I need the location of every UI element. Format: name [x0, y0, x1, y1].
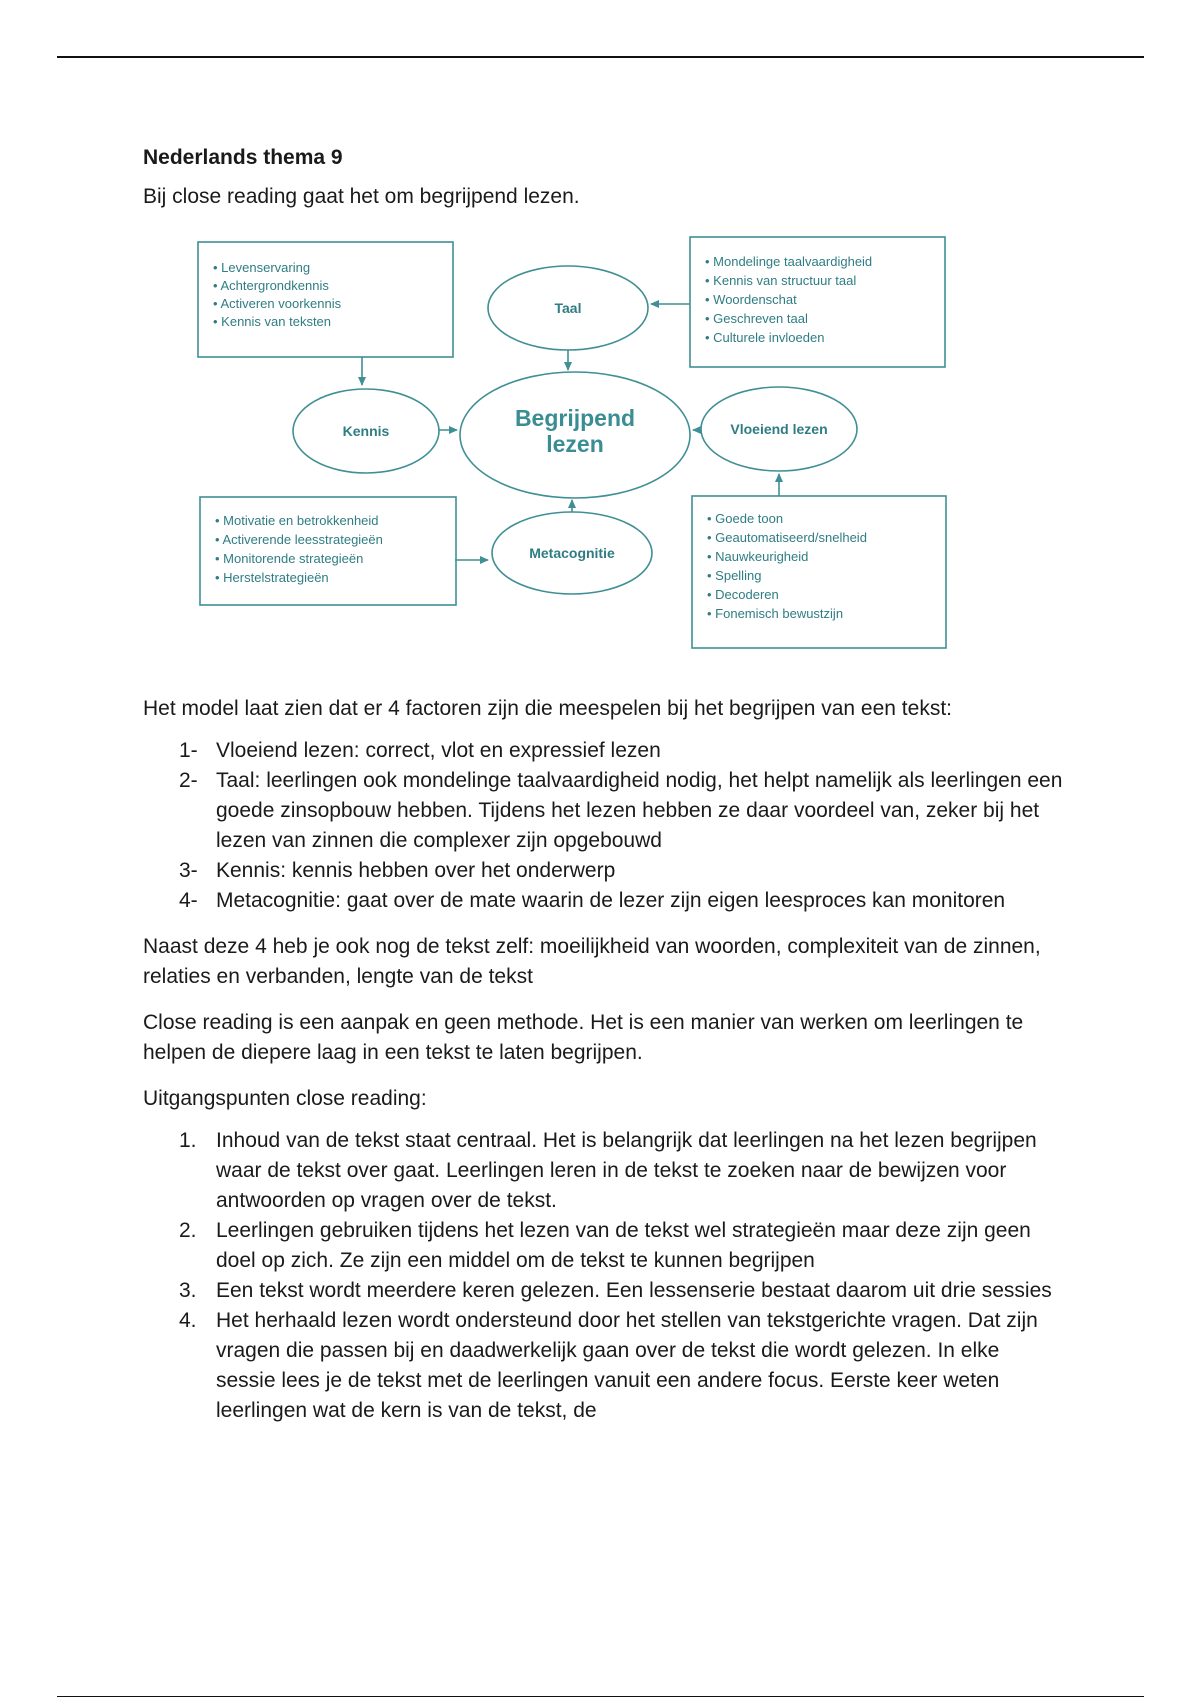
kennis-item: • Activeren voorkennis: [213, 296, 342, 311]
close-reading-paragraph: Close reading is een aanpak en geen methode. Het is een manier van werken om leerlingen te helpen de diepere laag in een tekst te laten begrijpen.: [143, 1011, 1024, 1064]
uitgangspunten-list: [143, 1126, 1063, 1426]
vloeiend-item: • Spelling: [707, 568, 762, 583]
taal-item: • Culturele invloeden: [705, 330, 825, 345]
label-center-line1: Begrijpend: [514, 405, 636, 431]
list-text: Het herhaald lezen wordt ondersteund door het stellen van tekstgerichte vragen. Dat zijn vragen die passen bij en daadwerkelijk gaan over de tekst die wordt gelezen. In elke sessie lees je de tekst met de leerlingen vanuit een andere focus. Eerste keer weten leerlingen wat de kern is van de tekst, de: [216, 1309, 1038, 1422]
taal-item: • Mondelinge taalvaardigheid: [705, 254, 873, 269]
list-number: 1.: [179, 1129, 197, 1152]
list-item: [143, 886, 1063, 916]
list-number: 1-: [179, 739, 198, 762]
top-rule: [57, 56, 1144, 58]
meta-item: • Activerende leesstrategieën: [215, 532, 383, 547]
label-metacognitie: Metacognitie: [529, 545, 615, 561]
model-intro-paragraph: Het model laat zien dat er 4 factoren zijn die meespelen bij het begrijpen van een tekst:: [143, 697, 952, 720]
list-text: Vloeiend lezen: correct, vlot en expressief lezen: [216, 739, 661, 762]
list-text: Taal: leerlingen ook mondelinge taalvaardigheid nodig, het helpt namelijk als leerlingen een goede zinsopbouw hebben. Tijdens het lezen hebben ze daar voordeel van, zeker bij het lezen van zinnen die complexer zijn opgebouwd: [216, 769, 1063, 852]
taal-item: • Kennis van structuur taal: [705, 273, 857, 288]
reading-comprehension-diagram: [141, 230, 961, 670]
document-body: [143, 140, 1063, 1442]
vloeiend-item: • Nauwkeurigheid: [707, 549, 809, 564]
vloeiend-item: • Geautomatiseerd/snelheid: [707, 530, 867, 545]
label-center-line2: lezen: [546, 431, 604, 457]
meta-item: • Herstelstrategieën: [215, 570, 329, 585]
list-text: Kennis: kennis hebben over het onderwerp: [216, 859, 616, 882]
list-text: Metacognitie: gaat over de mate waarin de lezer zijn eigen leesproces kan monitoren: [216, 889, 1006, 912]
intro-paragraph: Bij close reading gaat het om begrijpend lezen.: [143, 185, 580, 208]
kennis-item: • Levenservaring: [213, 260, 311, 275]
list-item: [143, 1126, 1063, 1216]
label-kennis: Kennis: [342, 423, 390, 439]
list-number: 3-: [179, 859, 198, 882]
list-item: [143, 1306, 1063, 1426]
list-text: Inhoud van de tekst staat centraal. Het is belangrijk dat leerlingen na het lezen begrijpen waar de tekst over gaat. Leerlingen leren in de tekst te zoeken naar de bewijzen voor antwoorden op vragen over de tekst.: [216, 1129, 1037, 1212]
list-item: [143, 856, 1063, 886]
list-text: Leerlingen gebruiken tijdens het lezen van de tekst wel strategieën maar deze zijn geen doel op zich. Ze zijn een middel om de tekst te kunnen begrijpen: [216, 1219, 1031, 1272]
list-text: Een tekst wordt meerdere keren gelezen. Een lessenserie bestaat daarom uit drie sessies: [216, 1279, 1052, 1302]
list-item: [143, 736, 1063, 766]
uitgangspunten-label: Uitgangspunten close reading:: [143, 1087, 427, 1110]
bottom-rule: [57, 1696, 1144, 1697]
list-number: 4.: [179, 1309, 197, 1332]
list-number: 2.: [179, 1219, 197, 1242]
document-title: Nederlands thema 9: [143, 146, 343, 169]
list-number: 4-: [179, 889, 198, 912]
taal-item: • Geschreven taal: [705, 311, 808, 326]
vloeiend-item: • Fonemisch bewustzijn: [707, 606, 844, 621]
list-item: [143, 766, 1063, 856]
kennis-item: • Achtergrondkennis: [213, 278, 329, 293]
label-taal: Taal: [554, 300, 582, 316]
taal-item: • Woordenschat: [705, 292, 797, 307]
list-item: [143, 1276, 1063, 1306]
factors-list: [143, 736, 1063, 916]
diagram-svg: [141, 230, 961, 670]
naast-paragraph: Naast deze 4 heb je ook nog de tekst zelf: moeilijkheid van woorden, complexiteit van de zinnen, relaties en verbanden, lengte van de tekst: [143, 935, 1041, 988]
label-vloeiend-lezen: Vloeiend lezen: [730, 421, 828, 437]
list-number: 3.: [179, 1279, 197, 1302]
list-item: [143, 1216, 1063, 1276]
vloeiend-item: • Goede toon: [707, 511, 784, 526]
kennis-item: • Kennis van teksten: [213, 314, 332, 329]
meta-item: • Motivatie en betrokkenheid: [215, 513, 379, 528]
meta-item: • Monitorende strategieën: [215, 551, 364, 566]
list-number: 2-: [179, 769, 198, 792]
vloeiend-item: • Decoderen: [707, 587, 779, 602]
